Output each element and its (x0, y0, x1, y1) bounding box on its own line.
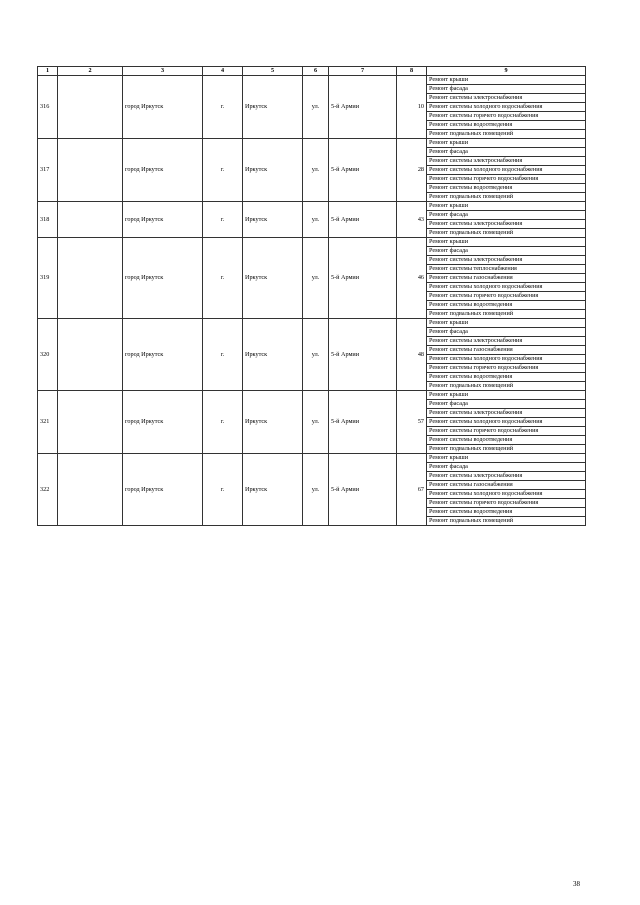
column-header: 9 (427, 67, 586, 76)
settlement-name: Иркутск (243, 319, 303, 391)
repair-work-item: Ремонт системы водоотведения (427, 301, 586, 310)
repair-work-item: Ремонт системы электроснабжения (427, 472, 586, 481)
settlement-name: Иркутск (243, 202, 303, 238)
street-name: 5-й Армии (329, 76, 397, 139)
repair-work-item: Ремонт фасада (427, 328, 586, 337)
repair-work-item: Ремонт системы горячего водоснабжения (427, 364, 586, 373)
street-name: 5-й Армии (329, 391, 397, 454)
settlement-type: г. (203, 319, 243, 391)
repair-work-item: Ремонт крыши (427, 454, 586, 463)
settlement-name: Иркутск (243, 454, 303, 526)
municipality-name: город Иркутск (123, 319, 203, 391)
column-header: 5 (243, 67, 303, 76)
repair-work-item: Ремонт системы теплоснабжения (427, 265, 586, 274)
repair-work-item: Ремонт системы холодного водоснабжения (427, 418, 586, 427)
repair-work-item: Ремонт подвальных помещений (427, 130, 586, 139)
record-number: 316 (38, 76, 58, 139)
repair-work-item: Ремонт крыши (427, 238, 586, 247)
settlement-type: г. (203, 238, 243, 319)
repair-work-item: Ремонт крыши (427, 391, 586, 400)
street-type: ул. (303, 76, 329, 139)
record-column-2 (58, 454, 123, 526)
column-header: 2 (58, 67, 123, 76)
street-type: ул. (303, 319, 329, 391)
record-column-2 (58, 238, 123, 319)
repair-work-item: Ремонт системы водоотведения (427, 436, 586, 445)
repair-work-item: Ремонт системы электроснабжения (427, 220, 586, 229)
repair-work-item: Ремонт системы газоснабжения (427, 346, 586, 355)
street-type: ул. (303, 139, 329, 202)
repair-work-item: Ремонт системы электроснабжения (427, 256, 586, 265)
record-number: 320 (38, 319, 58, 391)
street-type: ул. (303, 391, 329, 454)
municipality-name: город Иркутск (123, 238, 203, 319)
repair-work-item: Ремонт системы водоотведения (427, 184, 586, 193)
repair-work-item: Ремонт системы холодного водоснабжения (427, 355, 586, 364)
repair-work-item: Ремонт системы электроснабжения (427, 337, 586, 346)
municipality-name: город Иркутск (123, 202, 203, 238)
repair-work-item: Ремонт подвальных помещений (427, 193, 586, 202)
column-header: 8 (397, 67, 427, 76)
repair-work-item: Ремонт системы горячего водоснабжения (427, 499, 586, 508)
repair-work-item: Ремонт системы горячего водоснабжения (427, 292, 586, 301)
record-column-2 (58, 139, 123, 202)
record-number: 317 (38, 139, 58, 202)
repair-work-item: Ремонт крыши (427, 76, 586, 85)
repair-work-item: Ремонт системы водоотведения (427, 373, 586, 382)
table-row (38, 391, 586, 400)
repair-work-item: Ремонт системы газоснабжения (427, 274, 586, 283)
repair-work-item: Ремонт фасада (427, 463, 586, 472)
house-number: 10 (397, 76, 427, 139)
repair-work-item: Ремонт крыши (427, 139, 586, 148)
street-name: 5-й Армии (329, 319, 397, 391)
repair-work-item: Ремонт системы холодного водоснабжения (427, 166, 586, 175)
table-row (38, 139, 586, 148)
repair-work-item: Ремонт подвальных помещений (427, 517, 586, 526)
column-header: 1 (38, 67, 58, 76)
table-row (38, 202, 586, 211)
street-name: 5-й Армии (329, 139, 397, 202)
record-column-2 (58, 76, 123, 139)
column-header: 4 (203, 67, 243, 76)
street-name: 5-й Армии (329, 202, 397, 238)
header-row (38, 67, 586, 76)
repair-work-item: Ремонт подвальных помещений (427, 382, 586, 391)
repair-work-item: Ремонт системы электроснабжения (427, 94, 586, 103)
repair-work-item: Ремонт системы холодного водоснабжения (427, 283, 586, 292)
repair-work-item: Ремонт системы холодного водоснабжения (427, 103, 586, 112)
record-column-2 (58, 319, 123, 391)
repair-work-item: Ремонт крыши (427, 319, 586, 328)
repair-work-item: Ремонт системы электроснабжения (427, 409, 586, 418)
street-type: ул. (303, 202, 329, 238)
repair-work-item: Ремонт системы холодного водоснабжения (427, 490, 586, 499)
street-name: 5-й Армии (329, 454, 397, 526)
column-header: 3 (123, 67, 203, 76)
repair-work-item: Ремонт крыши (427, 202, 586, 211)
repair-work-item: Ремонт системы горячего водоснабжения (427, 175, 586, 184)
repair-work-item: Ремонт фасада (427, 247, 586, 256)
settlement-name: Иркутск (243, 391, 303, 454)
table-row (38, 319, 586, 328)
house-number: 67 (397, 454, 427, 526)
street-type: ул. (303, 454, 329, 526)
house-number: 28 (397, 139, 427, 202)
record-number: 318 (38, 202, 58, 238)
table-body (38, 76, 586, 526)
column-header: 7 (329, 67, 397, 76)
settlement-type: г. (203, 139, 243, 202)
street-type: ул. (303, 238, 329, 319)
settlement-type: г. (203, 76, 243, 139)
house-number: 48 (397, 319, 427, 391)
record-number: 319 (38, 238, 58, 319)
record-number: 322 (38, 454, 58, 526)
settlement-name: Иркутск (243, 238, 303, 319)
repair-work-item: Ремонт подвальных помещений (427, 445, 586, 454)
municipality-name: город Иркутск (123, 139, 203, 202)
repair-work-item: Ремонт фасада (427, 211, 586, 220)
repair-work-item: Ремонт подвальных помещений (427, 229, 586, 238)
settlement-name: Иркутск (243, 139, 303, 202)
repair-work-item: Ремонт системы электроснабжения (427, 157, 586, 166)
settlement-name: Иркутск (243, 76, 303, 139)
repair-work-item: Ремонт системы горячего водоснабжения (427, 112, 586, 121)
repair-work-item: Ремонт подвальных помещений (427, 310, 586, 319)
page-number: 38 (573, 880, 580, 888)
repair-work-item: Ремонт фасада (427, 400, 586, 409)
repair-work-item: Ремонт системы газоснабжения (427, 481, 586, 490)
settlement-type: г. (203, 202, 243, 238)
settlement-type: г. (203, 391, 243, 454)
table-row (38, 238, 586, 247)
settlement-type: г. (203, 454, 243, 526)
record-column-2 (58, 391, 123, 454)
house-number: 57 (397, 391, 427, 454)
house-number: 43 (397, 202, 427, 238)
record-column-2 (58, 202, 123, 238)
repair-work-item: Ремонт фасада (427, 148, 586, 157)
table-row (38, 76, 586, 85)
municipality-name: город Иркутск (123, 454, 203, 526)
street-name: 5-й Армии (329, 238, 397, 319)
table-header (38, 67, 586, 76)
repair-work-item: Ремонт системы водоотведения (427, 508, 586, 517)
municipality-name: город Иркутск (123, 391, 203, 454)
record-number: 321 (38, 391, 58, 454)
repair-work-item: Ремонт фасада (427, 85, 586, 94)
column-header: 6 (303, 67, 329, 76)
repair-work-item: Ремонт системы водоотведения (427, 121, 586, 130)
municipality-name: город Иркутск (123, 76, 203, 139)
repair-registry-table (37, 66, 586, 526)
house-number: 46 (397, 238, 427, 319)
table-row (38, 454, 586, 463)
repair-work-item: Ремонт системы горячего водоснабжения (427, 427, 586, 436)
